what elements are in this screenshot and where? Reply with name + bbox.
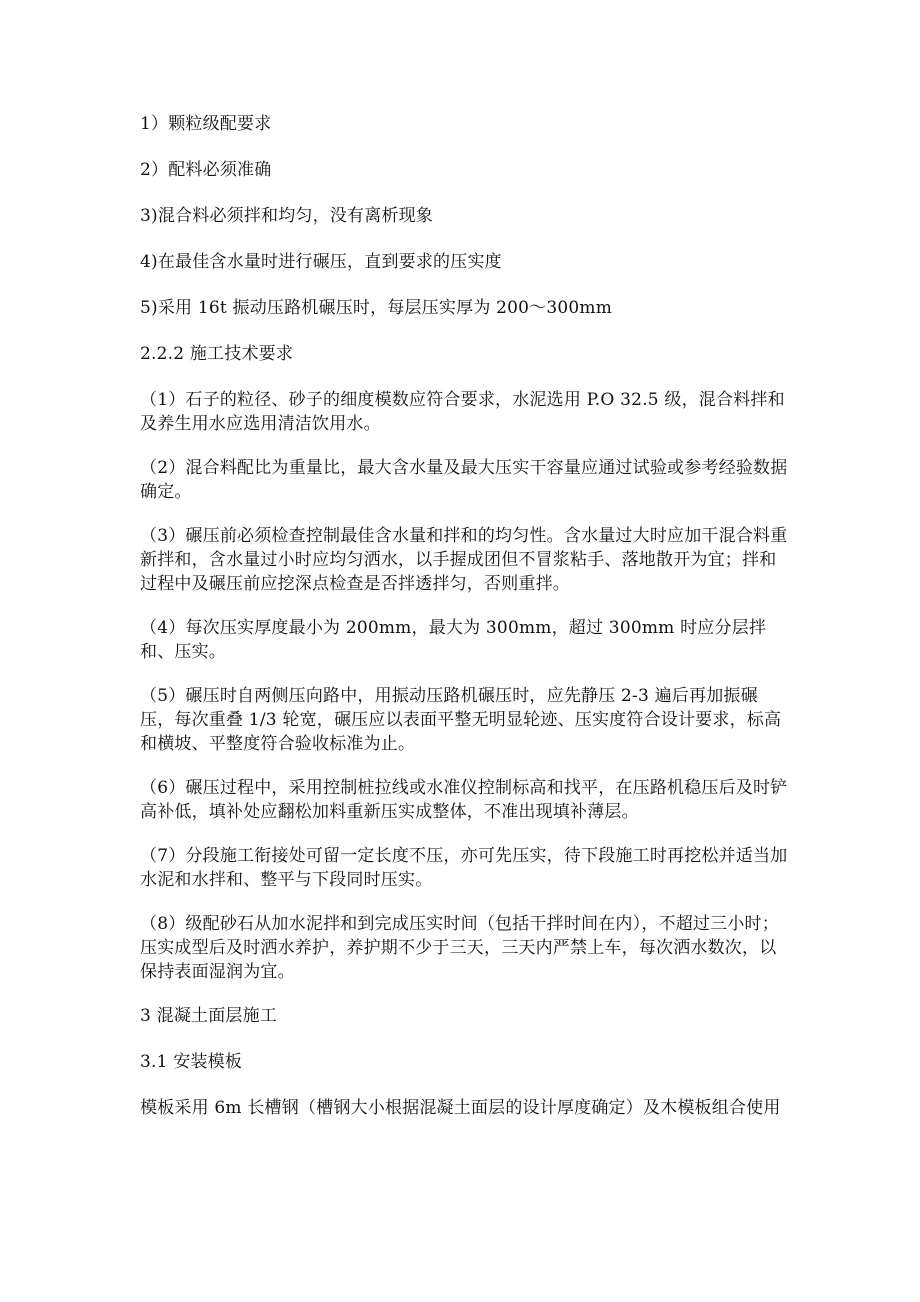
list-item-mixing: 3)混合料必须拌和均匀，没有离析现象 [140, 206, 434, 226]
requirement-4: （4）每次压实厚度最小为 200mm，最大为 300mm，超过 300mm 时应分层拌和、压实。 [140, 618, 767, 662]
requirement-3: （3）碾压前必须检查控制最佳含水量和拌和的均匀性。含水量过大时应加干混合料重新拌和，含水量过小时应均匀洒水，以手握成团但不冒浆粘手、落地散开为宜；拌和过程中及碾压前应挖深点检查是否拌透拌匀，否则重拌。 [140, 526, 788, 594]
requirement-1: （1）石子的粒径、砂子的细度模数应符合要求，水泥选用 P.O 32.5 级，混合料拌和及养生用水应选用清洁饮用水。 [140, 390, 785, 434]
list-item-moisture: 4)在最佳含水量时进行碾压，直到要求的压实度 [140, 252, 502, 272]
section-heading-3-1: 3.1 安装模板 [140, 1052, 243, 1072]
requirement-5: （5）碾压时自两侧压向路中，用振动压路机碾压时，应先静压 2-3 遍后再加振碾压，每次重叠 1/3 轮宽，碾压应以表面平整无明显轮迹、压实度符合设计要求，标高和横坡、平整度符合验收标准为止。 [140, 686, 782, 754]
list-item-gradation: 1）颗粒级配要求 [140, 114, 272, 134]
requirement-6: （6）碾压过程中，采用控制桩拉线或水准仪控制标高和找平，在压路机稳压后及时铲高补低，填补处应翻松加料重新压实成整体，不准出现填补薄层。 [140, 778, 788, 822]
requirement-2: （2）混合料配比为重量比，最大含水量及最大压实干容量应通过试验或参考经验数据确定。 [140, 458, 788, 502]
requirement-7: （7）分段施工衔接处可留一定长度不压，亦可先压实，待下段施工时再挖松并适当加水泥和水拌和、整平与下段同时压实。 [140, 846, 788, 890]
document-body [140, 112, 790, 1140]
list-item-roller: 5)采用 16t 振动压路机碾压时，每层压实厚为 200～300mm [140, 298, 613, 318]
formwork-paragraph: 模板采用 6m 长槽钢（槽钢大小根据混凝土面层的设计厚度确定）及木模板组合使用 [140, 1098, 781, 1118]
section-heading-2-2-2: 2.2.2 施工技术要求 [140, 344, 294, 364]
list-item-batching: 2）配料必须准确 [140, 160, 272, 180]
requirement-8: （8）级配砂石从加水泥拌和到完成压实时间（包括干拌时间在内），不超过三小时；压实成型后及时洒水养护，养护期不少于三天，三天内严禁上车，每次洒水数次，以保持表面湿润为宜。 [140, 914, 779, 982]
section-heading-3: 3 混凝土面层施工 [140, 1006, 278, 1026]
